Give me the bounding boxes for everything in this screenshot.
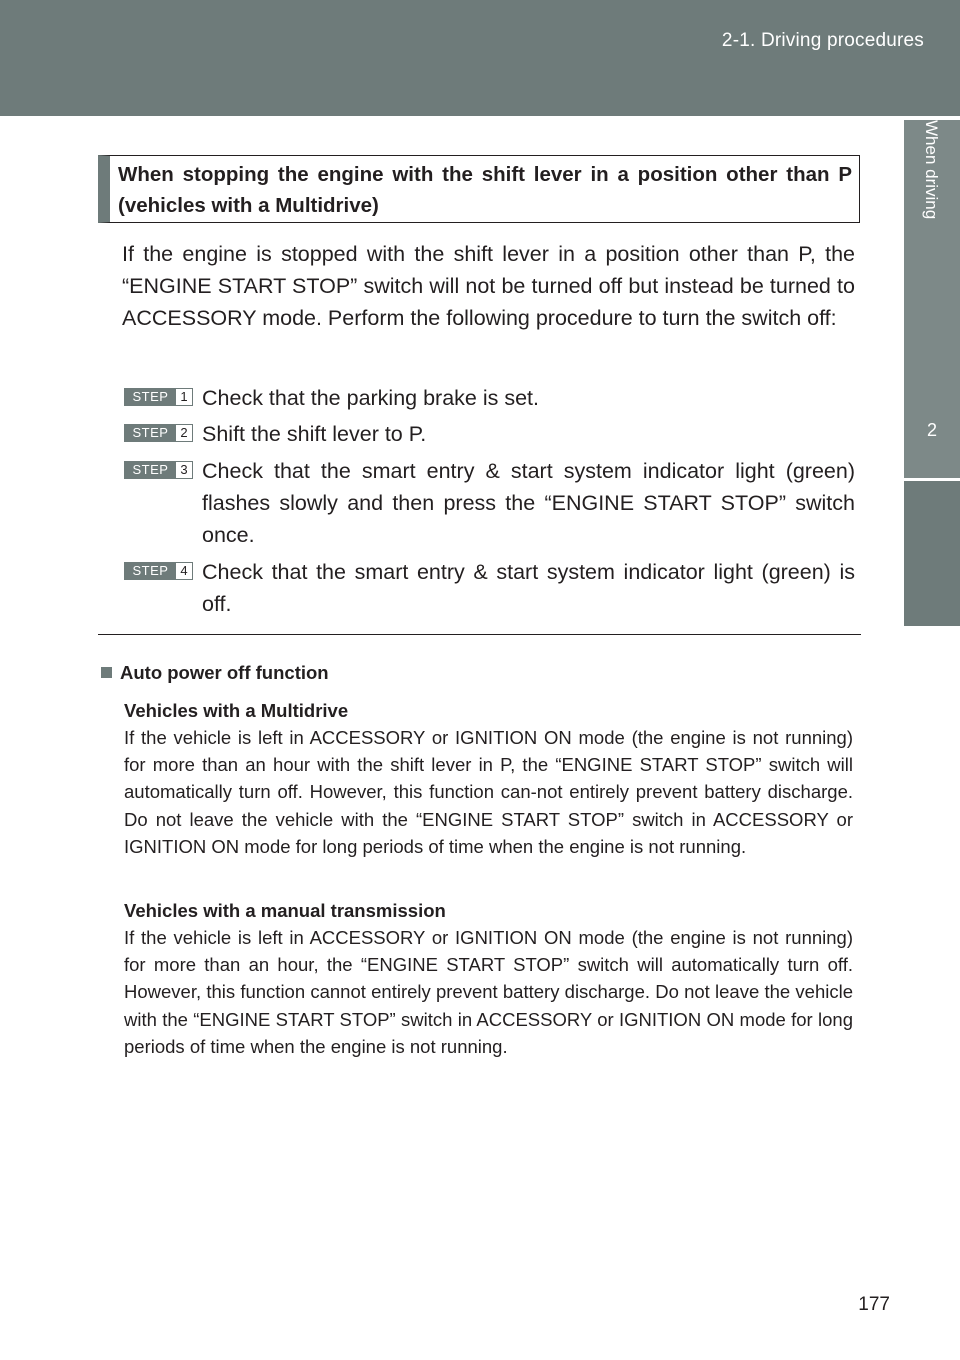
step-text: Shift the shift lever to P. — [202, 422, 427, 446]
step-badge-number: 1 — [176, 389, 192, 405]
step-badge-word: STEP — [125, 425, 176, 441]
step-text: Check that the smart entry & start system indicator light (green) flashes slowly and then press the “ENGINE START STOP” switch once. — [202, 459, 855, 547]
step-badge — [124, 461, 193, 479]
note-body: If the vehicle is left in ACCESSORY or IGNITION ON mode (the engine is not running) for more than an hour with the shift lever in P, the “ENGINE START STOP” switch will automatically turn off. However, this function can-not entirely prevent battery discharge. Do not leave the vehicle with the “ENGINE START STOP” switch in ACCESSORY or IGNITION ON mode for long periods of time when the engine is not running. — [124, 727, 853, 857]
note-subtitle: Vehicles with a Multidrive — [124, 700, 349, 721]
square-bullet-icon — [101, 667, 112, 678]
step-badge-word: STEP — [125, 389, 176, 405]
chapter-side-tab — [904, 120, 960, 626]
header-band — [0, 0, 960, 116]
chapter-number: 2 — [926, 420, 937, 440]
step-badge-word: STEP — [125, 462, 176, 478]
section-heading: When stopping the engine with the shift lever in a position other than P (vehicles with a Multidrive) — [118, 163, 852, 217]
note-body: If the vehicle is left in ACCESSORY or IGNITION ON mode (the engine is not running) for more than an hour, the “ENGINE START STOP” switch will automatically turn off. However, this function cannot entirely prevent battery discharge. Do not leave the vehicle with the “ENGINE START STOP” switch in ACCESSORY or IGNITION ON mode for long periods of time when the engine is not running. — [124, 927, 853, 1057]
note-block-manual — [124, 897, 853, 1060]
step-badge — [124, 424, 193, 442]
section-intro: If the engine is stopped with the shift lever in a position other than P, the “ENGINE START STOP” switch will not be turned off but instead be turned to ACCESSORY mode. Perform the following procedure to turn the switch off: — [122, 242, 855, 330]
note-title — [101, 660, 329, 686]
step-badge-number: 3 — [176, 462, 192, 478]
step-text: Check that the smart entry & start system indicator light (green) is off. — [202, 560, 855, 616]
step-badge — [124, 562, 193, 580]
section-divider — [98, 634, 861, 635]
step-badge-number: 2 — [176, 425, 192, 441]
note-subtitle: Vehicles with a manual transmission — [124, 900, 446, 921]
step-badge-word: STEP — [125, 563, 176, 579]
chapter-tab-divider — [904, 478, 960, 481]
section-heading-box — [98, 155, 860, 223]
step-text: Check that the parking brake is set. — [202, 386, 540, 410]
note-block-multidrive — [124, 697, 853, 860]
step-badge — [124, 388, 193, 406]
step-badge-number: 4 — [176, 563, 192, 579]
note-title-text: Auto power off function — [120, 662, 329, 683]
page-number: 177 — [858, 1294, 890, 1315]
chapter-label: When driving — [922, 120, 941, 220]
header-section-title: 2-1. Driving procedures — [721, 30, 924, 51]
